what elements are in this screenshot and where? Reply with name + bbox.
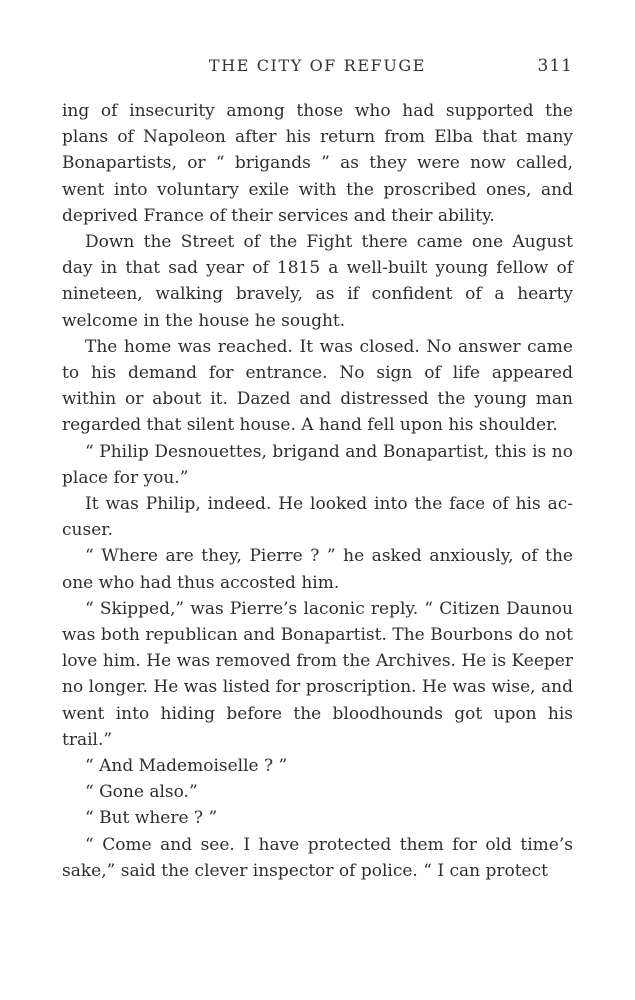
paragraph: It was Philip, indeed. He looked into the face of his accuser. xyxy=(62,494,573,541)
paragraph: “ Skipped,” was Pierre’s laconic reply. “ Citizen Daunou was both republican and Bonapartist. The Bourbons do not love him. He was removed from the Archives. He is Keeper no longer. He was listed for proscription. He was wise, and went into hiding before the bloodhounds got upon his trail.” xyxy=(62,598,573,750)
paragraph: Down the Street of the Fight there came one August day in that sad year of 1815 a well-built young fellow of nineteen, walking bravely, as if confident of a hearty welcome in the house he sought. xyxy=(62,232,573,331)
body-text xyxy=(62,98,573,884)
page-number: 311 xyxy=(537,56,573,76)
paragraph: “ Gone also.” xyxy=(85,782,198,803)
paragraph: “ Where are they, Pierre ? ” he asked anxiously, of the one who had thus accosted him. xyxy=(62,546,573,593)
paragraph: “ Come and see. I have protected them for old time’s sake,” said the clever inspector of police. “ I can protect xyxy=(62,834,573,881)
paragraph: “ But where ? ” xyxy=(85,808,218,829)
running-title: THE CITY OF REFUGE xyxy=(208,56,427,75)
paragraph: “ Philip Desnouettes, brigand and Bonapartist, this is no place for you.” xyxy=(62,441,573,488)
running-head xyxy=(62,56,573,80)
paragraph: The home was reached. It was closed. No answer came to his demand for entrance. No sign of life appeared within or about it. Dazed and distressed the young man regarded that silent house. A hand fell upon his shoulder. xyxy=(62,336,573,436)
paragraph-continued: ing of insecurity among those who had supported the plans of Napoleon after his return from Elba that many Bonapartists, or “ brigands ” as they were now called, went into voluntary exile with the proscribed ones, and deprived France of their services and their ability. xyxy=(62,101,573,226)
paragraph: “ And Mademoiselle ? ” xyxy=(85,756,288,777)
